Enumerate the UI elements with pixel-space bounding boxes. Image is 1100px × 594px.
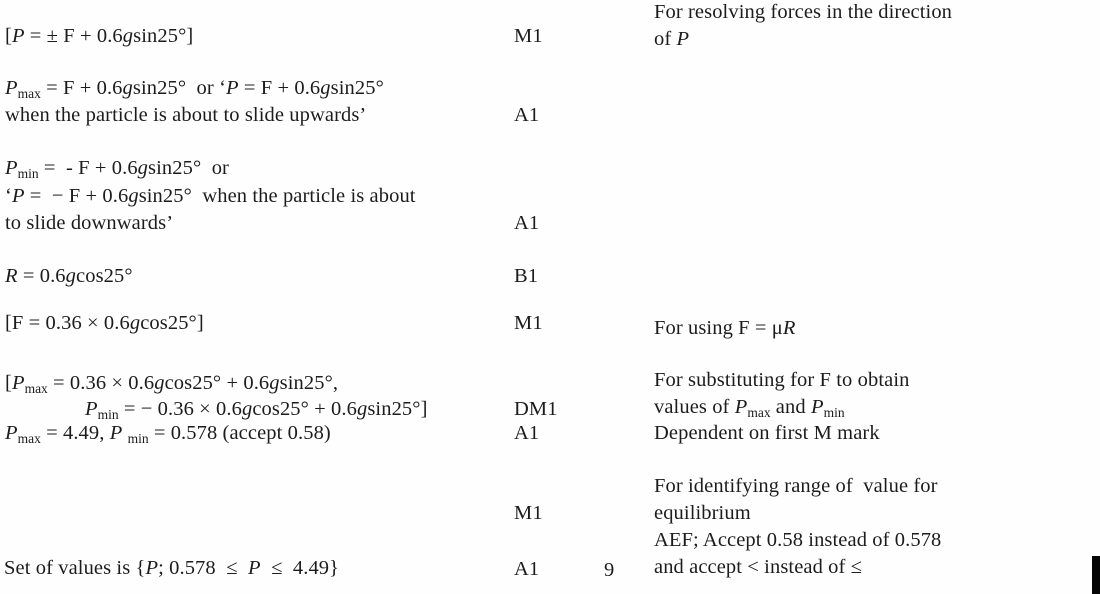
mark-code-dm1-substitute: DM1 bbox=[514, 398, 558, 420]
mark-code-m1-range: M1 bbox=[514, 502, 543, 524]
working-line-pmax-equation: Pmax = F + 0.6gsin25° or ‘P = F + 0.6gsin25° bbox=[5, 77, 384, 101]
comment-accept-strict: and accept < instead of ≤ bbox=[654, 556, 863, 578]
comment-dependent: Dependent on first M mark bbox=[654, 422, 880, 444]
comment-resolving-1: For resolving forces in the direction bbox=[654, 1, 953, 23]
mark-code-m1-friction: M1 bbox=[514, 312, 543, 334]
mark-code-a1-pmin: A1 bbox=[514, 212, 540, 234]
working-line-normal-reaction: R = 0.6gcos25° bbox=[5, 265, 133, 287]
working-line-set-of-values: Set of values is {P; 0.578 ≤ P ≤ 4.49} bbox=[4, 557, 340, 579]
mark-code-m1-resolve: M1 bbox=[514, 25, 543, 47]
mark-code-a1-set: A1 bbox=[514, 558, 540, 580]
comment-range-1: For identifying range of value for bbox=[654, 475, 938, 497]
working-line-pmin-condition: to slide downwards’ bbox=[5, 212, 174, 234]
comment-aef-accept: AEF; Accept 0.58 instead of 0.578 bbox=[654, 529, 942, 551]
comment-resolving-2: of P bbox=[654, 28, 690, 50]
comment-substitute-1: For substituting for F to obtain bbox=[654, 369, 910, 391]
mark-code-b1-reaction: B1 bbox=[514, 265, 539, 287]
working-line-friction: [F = 0.36 × 0.6gcos25°] bbox=[5, 312, 204, 334]
working-line-pmin-equation: Pmin = - F + 0.6gsin25° or bbox=[5, 157, 229, 181]
mark-code-a1-values: A1 bbox=[514, 422, 540, 444]
comment-substitute-2: values of Pmax and Pmin bbox=[654, 396, 845, 420]
working-line-numeric-answers: Pmax = 4.49, P min = 0.578 (accept 0.58) bbox=[5, 422, 331, 446]
total-marks: 9 bbox=[604, 559, 615, 581]
mark-code-a1-pmax: A1 bbox=[514, 104, 540, 126]
scan-edge-artifact bbox=[1092, 556, 1100, 594]
working-line-pmax-substituted: [Pmax = 0.36 × 0.6gcos25° + 0.6gsin25°, bbox=[5, 372, 339, 396]
working-line-pmax-condition: when the particle is about to slide upwards’ bbox=[5, 104, 367, 126]
comment-friction-law: For using F = μR bbox=[654, 317, 796, 339]
working-line-p-general: [P = ± F + 0.6gsin25°] bbox=[5, 25, 194, 47]
comment-range-2: equilibrium bbox=[654, 502, 751, 524]
working-line-pmin-quote: ‘P = − F + 0.6gsin25° when the particle is about bbox=[5, 185, 416, 207]
working-line-pmin-substituted: Pmin = − 0.36 × 0.6gcos25° + 0.6gsin25°] bbox=[85, 398, 428, 422]
